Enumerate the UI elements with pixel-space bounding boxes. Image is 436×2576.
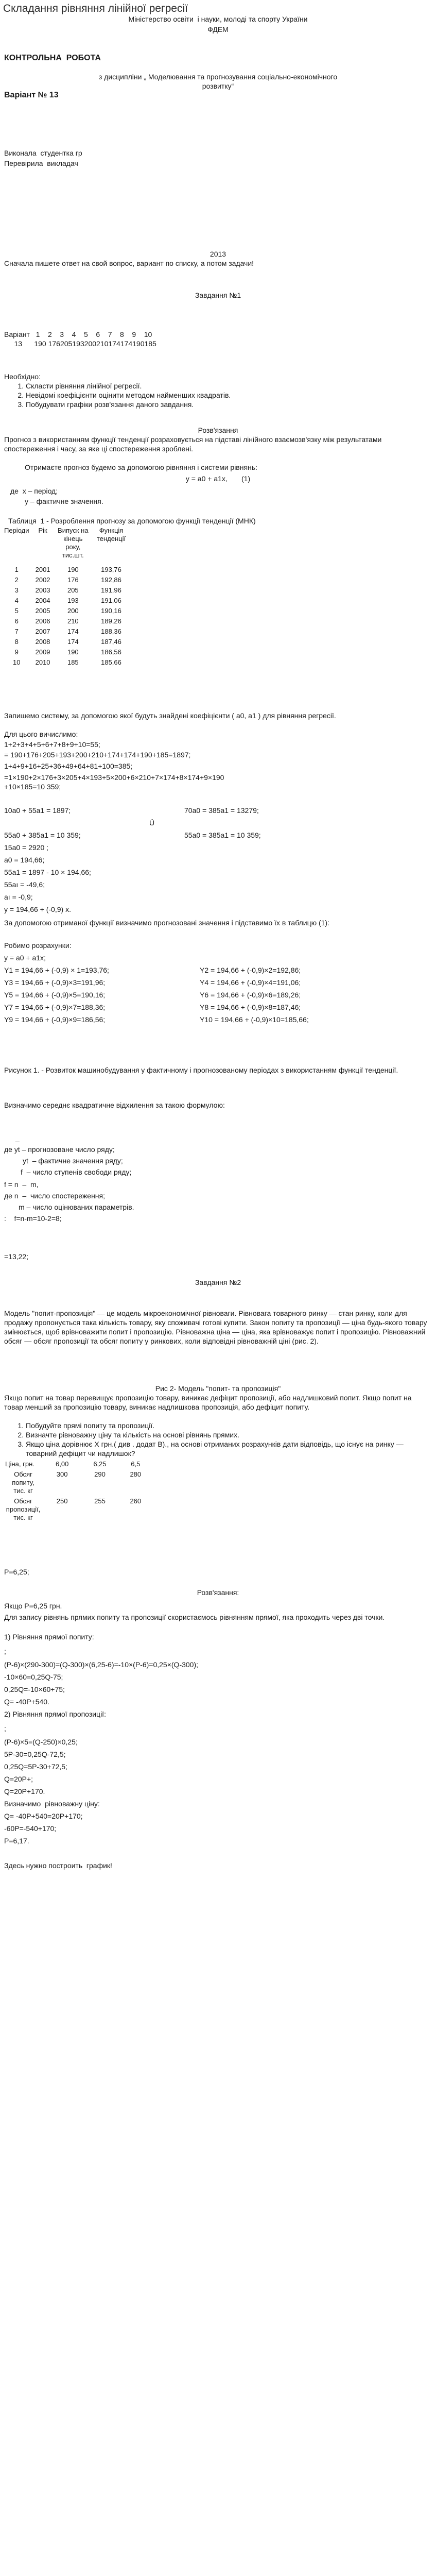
table-row — [3, 1459, 152, 1469]
table-row — [2, 606, 131, 616]
table-row — [2, 657, 131, 668]
solution-line-16: Визначимо рівноважну ціну: — [4, 1800, 100, 1808]
cell: 187,46 — [101, 638, 121, 646]
cell: 192,86 — [101, 576, 121, 584]
result-line-4: 55aı = -49,6; — [4, 880, 45, 889]
result-line-6: y = 194,66 + (-0,9) x. — [4, 905, 71, 913]
table-row — [3, 1469, 152, 1496]
forecast-left-2: Y3 = 194,66 + (-0,9)×3=191,96; — [4, 978, 106, 987]
table-row — [2, 647, 131, 657]
page-title: Складання рівняння лінійної регресії — [3, 3, 188, 14]
sigma-bar-glyph: _ — [13, 1134, 20, 1142]
discipline-line-2: розвитку“ — [202, 82, 234, 90]
table-row — [2, 596, 131, 606]
forecast-table — [2, 526, 131, 668]
solution-line-8: Q= -40Р+540. — [4, 1698, 49, 1706]
task1-solution-heading: Розв'язання — [198, 426, 238, 434]
solution-line-10: ; — [4, 1724, 6, 1733]
cell: 190 — [67, 648, 79, 656]
forecast-formula: y = a0 + a1x; — [4, 954, 46, 962]
cell: 185 — [67, 658, 79, 666]
cell: 6,00 — [56, 1460, 69, 1468]
table-row — [2, 565, 131, 575]
cell: 5 — [14, 607, 19, 615]
cell: 190 — [67, 566, 79, 573]
cell: 7 — [14, 628, 19, 635]
cell: 176 — [67, 576, 79, 584]
cell: 200 — [67, 607, 79, 615]
cell: 205 — [67, 586, 79, 594]
solution-line-5: (Р-6)×(290-300)=(Q-300)×(6,25-6)=-10×(Р-6)=0,25×(Q-300); — [4, 1660, 199, 1669]
cell: 191,96 — [101, 586, 121, 594]
task1-list — [16, 381, 426, 409]
task2-list — [16, 1421, 426, 1458]
task1-item-1: 1. Скласти рівняння лінійної регресії. — [26, 381, 426, 391]
regression-equation: y = a0 + a1x, (1) — [185, 474, 251, 483]
cell: 193 — [67, 597, 79, 604]
cell: 300 — [56, 1470, 68, 1478]
system-paragraph: Запишемо систему, за допомогою якої будуть знайдені коефіцієнти ( а0, а1 ) для рівняння регресії. — [4, 711, 336, 720]
calc-line-5: +10×185=10 359; — [4, 783, 61, 791]
table-row — [2, 585, 131, 596]
cell: 2 — [14, 576, 19, 584]
cell: 9 — [14, 648, 19, 656]
forecast-left-5: Y9 = 194,66 + (-0,9)×9=186,56; — [4, 1015, 106, 1024]
where-y-label: y – фактичне значення. — [25, 497, 103, 505]
cell: 1 — [14, 566, 19, 573]
solution-line-12: 5Р-30=0,25Q-72,5; — [4, 1750, 66, 1758]
solution-line-11: (Р-6)×5=(Q-250)×0,25; — [4, 1738, 78, 1746]
forecast-calc-label: Робимо розрахунки: — [4, 941, 72, 950]
cell: 290 — [94, 1470, 106, 1478]
variant-row: Варіант 1 2 3 4 5 6 7 8 9 10 — [4, 330, 152, 338]
cell: 3 — [14, 586, 19, 594]
cell: 280 — [130, 1470, 142, 1478]
year-line: 2013 — [210, 250, 226, 258]
cell: 250 — [56, 1497, 68, 1505]
definition-3: f – число ступенів свободи ряду; — [21, 1168, 132, 1176]
table-header-output: Випуск на кінець року, тис.шт. — [58, 527, 89, 559]
table-header-period: Періоди — [4, 527, 29, 534]
cell: 188,36 — [101, 628, 121, 635]
result-line-5: aı = -0,9; — [4, 893, 33, 901]
definition-2: yt – фактичне значення ряду; — [23, 1157, 123, 1165]
cell: 191,06 — [101, 597, 121, 604]
table-row — [2, 626, 131, 637]
result-line-3: 55a1 = 1897 - 10 × 194,66; — [4, 868, 91, 876]
definition-5: де n – число спостереження; — [4, 1192, 105, 1200]
table-row — [2, 575, 131, 585]
instruction-line: Сначала пишете ответ на свой вопрос, вариант по списку, а потом задачи! — [4, 259, 254, 267]
rms-label: Визначимо середнє квадратичне відхилення за такою формулою: — [4, 1101, 225, 1109]
solution-line-9: 2) Рівняння прямої пропозиції: — [4, 1710, 106, 1718]
cell: 193,76 — [101, 566, 121, 573]
task1-heading: Завдання №1 — [195, 291, 241, 299]
cell: 6,5 — [131, 1460, 141, 1468]
forecast-right-2: Y4 = 194,66 + (-0,9)×4=191,06; — [200, 978, 301, 987]
performed-by: Виконала студентка гр — [4, 149, 82, 157]
solution-line-18: -60Р=-540+170; — [4, 1824, 57, 1833]
cell: 189,26 — [101, 617, 121, 625]
table-header-row — [2, 526, 131, 561]
forecast-left-4: Y7 = 194,66 + (-0,9)×7=188,36; — [4, 1003, 106, 1011]
given-price: Р=6,25; — [4, 1568, 29, 1576]
cell: 255 — [94, 1497, 106, 1505]
task2-item-1: 1. Побудуйте прямі попиту та пропозиції. — [26, 1421, 426, 1430]
task1-item-3: 3. Побудувати графіки розв'язання даного завдання. — [26, 400, 426, 409]
cell: 2008 — [35, 638, 50, 646]
faculty-line: ФДЕМ — [207, 25, 229, 33]
solution-line-21: Здесь нужно построить график! — [4, 1861, 112, 1870]
cell: 2001 — [35, 566, 50, 573]
work-title: КОНТРОЛЬНА РОБОТА — [4, 54, 101, 62]
checked-by: Перевірила викладач — [4, 159, 78, 167]
forecast-left-3: Y5 = 194,66 + (-0,9)×5=190,16; — [4, 991, 106, 999]
solution-line-7: 0,25Q=-10×60+75; — [4, 1685, 65, 1693]
cell: 186,56 — [101, 648, 121, 656]
cell: 190,16 — [101, 607, 121, 615]
row-label-demand: Обсяг попиту, тис. кг — [12, 1470, 34, 1495]
solution-line-13: 0,25Q=5Р-30+72,5; — [4, 1762, 67, 1771]
cell: 2010 — [35, 658, 50, 666]
cell: 2004 — [35, 597, 50, 604]
solution-line-15: Q=20Р+170. — [4, 1787, 45, 1795]
task2-item-2: 2. Визначте рівноважну ціну та кількість на основі рівнянь прямих. — [26, 1430, 426, 1439]
system-left-2: 55a0 + 385a1 = 10 359; — [4, 831, 81, 839]
table-row — [2, 616, 131, 626]
system-arrow-glyph: Ü — [149, 819, 155, 827]
cell: 174 — [67, 638, 79, 646]
table-row — [3, 1496, 152, 1523]
cell: 6 — [14, 617, 19, 625]
given-label: Необхідно: — [4, 372, 41, 381]
forecast-right-1: Y2 = 194,66 + (-0,9)×2=192,86; — [200, 966, 301, 974]
rms-result: =13,22; — [4, 1252, 29, 1261]
task2-intro: Модель "попит-пропозиція" — це модель мікроекономічної рівноваги. Рівновага товарного ринку — стан ринку, коли для продажу пропонується така кількість товару, яку споживачі готові купити. Закон попиту та пропозиції — ціна будь-якого товару змінюється, щоб врівноважити попит і пропозицію. Рівноважна ціна — ціна, яка врівноважує попит і пропозицію. Рівноважний обсяг — обсяг пропозиції та обсяг попиту у ринкових, коли відповідні рівноважній ціні (рис. 2). — [4, 1309, 427, 1345]
cell: 2007 — [35, 628, 50, 635]
obtained-paragraph: За допомогою отриманої функції визначимо прогнозовані значення і підставимо їх в таблицю (1): — [4, 919, 329, 927]
cell: 174 — [67, 628, 79, 635]
definition-7: : f=n-m=10-2=8; — [4, 1214, 62, 1223]
task2-problem: Якщо попит на товар перевищує пропозицію товару, виникає дефіцит пропозиції, або надлишковий попит. Якщо попит на товар менший за пропозицію товару, виникає надлишкова пропозиція, або дефіцит попиту. — [4, 1394, 412, 1411]
task1-item-2: 2. Невідомі коефіцієнти оцінити методом найменших квадратів. — [26, 391, 426, 400]
discipline-line-1: з дисципліни „ Моделювання та прогнозування соціально-економічного — [98, 73, 338, 81]
definition-6: m – число оцінюваних параметрів. — [19, 1203, 134, 1211]
cell: 4 — [14, 597, 19, 604]
definition-1: де yt – прогнозоване число ряду; — [4, 1145, 115, 1154]
forecast-right-5: Y10 = 194,66 + (-0,9)×10=185,66; — [200, 1015, 309, 1024]
forecast-left-1: Y1 = 194,66 + (-0,9) × 1=193,76; — [4, 966, 109, 974]
cell: 260 — [130, 1497, 142, 1505]
forecast-right-3: Y6 = 194,66 + (-0,9)×6=189,26; — [200, 991, 301, 999]
result-line-1: 15a0 = 2920 ; — [4, 843, 49, 852]
where-x-label: де x – період; — [10, 487, 58, 495]
calc-line-1: 1+2+3+4+5+6+7+8+9+10=55; — [4, 740, 100, 749]
definition-4: f = n – m, — [4, 1180, 39, 1189]
row-label-price: Ціна, грн. — [5, 1460, 34, 1468]
solution-line-2: Для запису рівнянь прямих попиту та пропозиції скористаємось рівнянням прямої, яка проходить через дві точки. — [4, 1613, 385, 1621]
supply-demand-table — [3, 1459, 152, 1523]
cell: 6,25 — [93, 1460, 107, 1468]
row-label-supply: Обсяг пропозиції, тис. кг — [6, 1497, 41, 1521]
figure2-caption: Рис 2- Модель "попит- та пропозиція" — [155, 1384, 281, 1393]
system-right-2: 55a0 = 385a1 = 10 359; — [184, 831, 261, 839]
table1-caption: Таблиця 1 - Розроблення прогнозу за допомогою функції тенденції (МНК) — [8, 517, 256, 525]
figure1-caption: Рисунок 1. - Розвиток машинобудування у фактичному і прогнозованому періодах з використанням функції тенденції. — [4, 1066, 398, 1074]
forecast-right-4: Y8 = 194,66 + (-0,9)×8=187,46; — [200, 1003, 301, 1011]
cell: 2003 — [35, 586, 50, 594]
solution-line-14: Q=20Р+; — [4, 1775, 33, 1783]
solution-paragraph-2: Отримаєте прогноз будемо за допомогою рівняння і системи рівнянь: — [25, 463, 257, 471]
variant-heading: Варіант № 13 — [4, 91, 59, 99]
table-header-year: Рік — [38, 527, 47, 534]
task2-solution-heading: Розв'язання: — [197, 1588, 239, 1597]
ministry-line: Міністерство освіти і науки, молоді та спорту України — [128, 15, 308, 23]
calc-label: Для цього вичислимо: — [4, 730, 78, 738]
solution-line-17: Q= -40Р+540=20Р+170; — [4, 1812, 83, 1820]
task2-item-3: 3. Якщо ціна дорівнює Х грн.( див . додат В)., на основі отриманих розрахунків дати відповідь, що існує на ринку — товарний дефіцит чи надлишок? — [26, 1439, 426, 1458]
cell: 185,66 — [101, 658, 121, 666]
solution-paragraph-1: Прогноз з використанням функції тенденції розраховується на підставі лінійного взаємозв'язку між результатами спостереження і часу, за яке ці спостереження зроблені. — [4, 435, 382, 453]
calc-line-3: 1+4+9+16+25+36+49+64+81+100=385; — [4, 762, 133, 770]
calc-line-4: =1×190+2×176+3×205+4×193+5×200+6×210+7×174+8×174+9×190 — [4, 773, 224, 782]
solution-line-4: ; — [4, 1647, 6, 1655]
system-right-1: 70a0 = 385a1 = 13279; — [184, 806, 259, 815]
cell: 2005 — [35, 607, 50, 615]
values-row: 13 190 176205193200210174174190185 — [4, 340, 156, 348]
cell: 2002 — [35, 576, 50, 584]
solution-line-6: -10×60=0,25Q-75; — [4, 1673, 63, 1681]
cell: 2006 — [35, 617, 50, 625]
solution-line-19: Р=6,17. — [4, 1837, 29, 1845]
task2-heading: Завдання №2 — [195, 1278, 241, 1286]
solution-line-3: 1) Рівняння прямої попиту: — [4, 1633, 94, 1641]
calc-line-2: = 190+176+205+193+200+210+174+174+190+185=1897; — [4, 751, 191, 759]
cell: 2009 — [35, 648, 50, 656]
cell: 8 — [14, 638, 19, 646]
system-left-1: 10a0 + 55a1 = 1897; — [4, 806, 71, 815]
solution-line-1: Якщо Р=6,25 грн. — [4, 1602, 62, 1610]
result-line-2: a0 = 194,66; — [4, 856, 45, 864]
cell: 10 — [13, 658, 21, 666]
table-row — [2, 637, 131, 647]
cell: 210 — [67, 617, 79, 625]
table-header-trend: Функція тенденції — [96, 527, 126, 543]
